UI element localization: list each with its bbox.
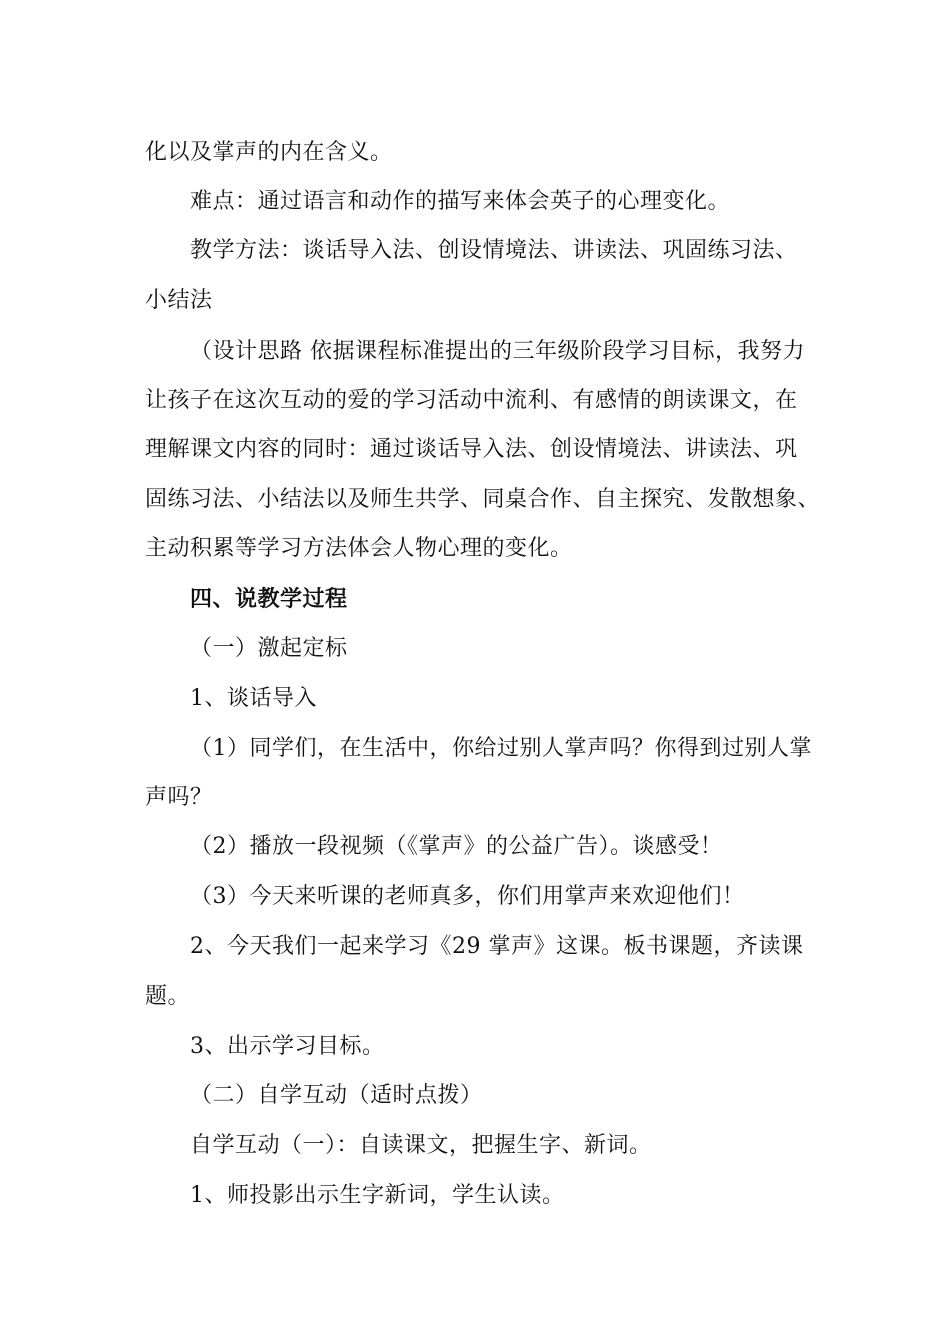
text-line: （设计思路 依据课程标准提出的三年级阶段学习目标，我努力 <box>190 339 805 364</box>
text-line: 难点：通过语言和动作的描写来体会英子的心理变化。 <box>190 189 731 214</box>
text-line: 让孩子在这次互动的爱的学习活动中流利、有感情的朗读课文，在 <box>145 388 798 413</box>
text-line: 1、谈话导入 <box>190 686 317 711</box>
section-heading: 四、说教学过程 <box>190 586 348 612</box>
text-line: （二）自学互动（适时点拨） <box>190 1083 483 1108</box>
text-line: 1、师投影出示生字新词，学生认读。 <box>190 1183 565 1208</box>
text-line: 小结法 <box>145 288 213 313</box>
text-line: 教学方法：谈话导入法、创设情境法、讲读法、巩固练习法、 <box>190 238 798 263</box>
text-line: 固练习法、小结法以及师生共学、同桌合作、自主探究、发散想象、 <box>145 487 821 512</box>
text-line: 题。 <box>145 984 191 1009</box>
text-line: 理解课文内容的同时：通过谈话导入法、创设情境法、讲读法、巩 <box>145 437 798 462</box>
text-line: （2）播放一段视频（《掌声》的公益广告）。谈感受！ <box>190 834 723 859</box>
text-line: （3）今天来听课的老师真多，你们用掌声来欢迎他们！ <box>190 884 745 909</box>
text-line: 3、出示学习目标。 <box>190 1034 385 1059</box>
text-line: 自学互动（一）：自读课文，把握生字、新词。 <box>190 1133 652 1158</box>
text-line: 化以及掌声的内在含义。 <box>145 140 393 165</box>
text-line: 主动积累等学习方法体会人物心理的变化。 <box>145 536 573 561</box>
text-line: （1）同学们，在生活中，你给过别人掌声吗？你得到过别人掌 <box>190 736 812 761</box>
text-line: 声吗？ <box>145 785 213 810</box>
text-line: （一）激起定标 <box>190 636 348 661</box>
text-line: 2、今天我们一起来学习《29 掌声》这课。板书课题，齐读课 <box>190 934 804 959</box>
